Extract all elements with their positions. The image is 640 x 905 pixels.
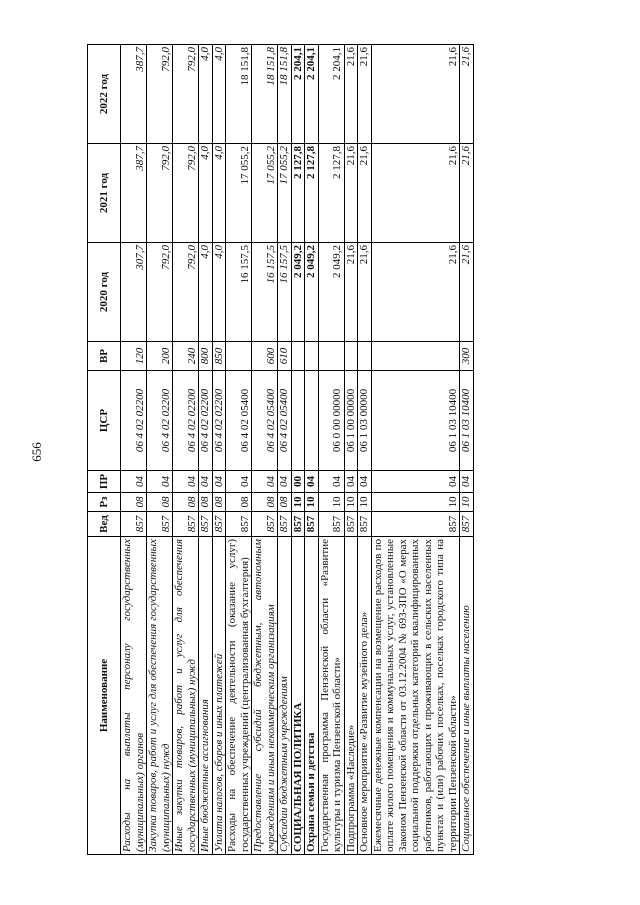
row-2021: 21,6 [344,144,358,243]
row-pr: 04 [252,471,278,493]
row-2020: 792,0 [173,243,199,342]
row-vr [291,342,305,371]
row-ved: 857 [344,512,358,537]
row-2020: 2 049,2 [318,243,344,342]
row-ved: 857 [371,512,460,537]
row-name: СОЦИАЛЬНАЯ ПОЛИТИКА [291,537,305,855]
row-rz: 10 [344,493,358,512]
row-2020: 21,6 [460,243,474,342]
row-2021: 17 055,2 [252,144,278,243]
header-pr: ПР [88,471,121,493]
row-rz: 08 [212,493,226,512]
row-2021: 21,6 [371,144,460,243]
row-csr [291,371,305,471]
row-vr: 600 [252,342,278,371]
row-name: Уплата налогов, сборов и иных платежей [212,537,226,855]
row-rz: 10 [318,493,344,512]
row-pr: 04 [305,471,319,493]
table-row [252,45,278,855]
row-ved: 857 [305,512,319,537]
row-csr: 06 4 02 02200 [147,371,173,471]
row-2021: 387,7 [121,144,147,243]
table-row [212,45,226,855]
table-row [305,45,319,855]
row-2021: 21,6 [358,144,372,243]
header-2021: 2021 год [88,144,121,243]
row-pr: 00 [291,471,305,493]
row-rz: 08 [278,493,292,512]
header-2020: 2020 год [88,243,121,342]
row-pr: 04 [121,471,147,493]
row-2022: 2 204,1 [291,45,305,144]
row-rz: 08 [173,493,199,512]
row-vr: 800 [199,342,213,371]
table-row [318,45,344,855]
row-ved: 857 [212,512,226,537]
row-pr: 04 [278,471,292,493]
header-ved: Вед [88,512,121,537]
header-rz: Рз [88,493,121,512]
row-2021: 792,0 [147,144,173,243]
row-ved: 857 [358,512,372,537]
row-name: Ежемесячные денежные компенсации на возмещение расходов по оплате жилого помещения и коммунальных услуг, установленные Законом Пензенской области от 03.12.2004 № 693-ЗПО «О мерах социальной поддержки отдельных категорий квалифицированных работников, работающих и проживающих в сельских населенных пунктах и (или) рабочих поселках, поселках городского типа на территории Пензенской области» [371,537,460,855]
table-row [121,45,147,855]
row-2021: 2 127,8 [291,144,305,243]
table-row [147,45,173,855]
row-2020: 2 049,2 [305,243,319,342]
row-vr [371,342,460,371]
row-vr [305,342,319,371]
row-pr: 04 [344,471,358,493]
table-row [278,45,292,855]
row-2020: 21,6 [344,243,358,342]
row-vr [344,342,358,371]
row-2020: 307,7 [121,243,147,342]
row-name: Расходы на выплаты персоналу государственных (муниципальных) органов [121,537,147,855]
row-2021: 792,0 [173,144,199,243]
row-2021: 2 127,8 [318,144,344,243]
table-row [460,45,474,855]
row-name: Предоставление субсидий бюджетным, автономным учреждениям и иным некоммерческим организациям [252,537,278,855]
row-2021: 21,6 [460,144,474,243]
row-rz: 08 [252,493,278,512]
row-2022: 18 151,8 [226,45,252,144]
row-csr: 06 4 02 02200 [199,371,213,471]
row-csr: 06 4 02 05400 [226,371,252,471]
header-vr: ВР [88,342,121,371]
table-header-row [88,45,121,855]
row-pr: 04 [358,471,372,493]
row-csr: 06 4 02 05400 [278,371,292,471]
row-name: Подпрограмма «Наследие» [344,537,358,855]
table-row [226,45,252,855]
row-ved: 857 [278,512,292,537]
header-name: Наименование [88,537,121,855]
row-ved: 857 [252,512,278,537]
row-name: Закупка товаров, работ и услуг для обеспечения государственных (муниципальных) нужд [147,537,173,855]
row-vr [318,342,344,371]
row-vr [358,342,372,371]
row-2020: 4,0 [212,243,226,342]
row-2022: 21,6 [344,45,358,144]
row-pr: 04 [460,471,474,493]
row-ved: 857 [318,512,344,537]
table-row [358,45,372,855]
row-ved: 857 [147,512,173,537]
row-csr: 06 1 03 10400 [460,371,474,471]
row-csr: 06 4 02 05400 [252,371,278,471]
row-2022: 4,0 [199,45,213,144]
row-2020: 16 157,5 [278,243,292,342]
row-2020: 792,0 [147,243,173,342]
row-2020: 21,6 [358,243,372,342]
row-csr: 06 1 03 10400 [371,371,460,471]
page-number: 656 [29,442,44,462]
row-name: Субсидии бюджетным учреждениям [278,537,292,855]
row-rz: 10 [305,493,319,512]
row-vr: 120 [121,342,147,371]
row-2020: 2 049,2 [291,243,305,342]
row-csr: 06 4 02 02200 [212,371,226,471]
row-2022: 4,0 [212,45,226,144]
row-2021: 2 127,8 [305,144,319,243]
row-2022: 2 204,1 [318,45,344,144]
row-vr: 610 [278,342,292,371]
row-2022: 792,0 [147,45,173,144]
row-name: Государственная программа Пензенской области «Развитие культуры и туризма Пензенской области» [318,537,344,855]
row-2021: 4,0 [199,144,213,243]
row-pr: 04 [147,471,173,493]
rotated-table-container [87,45,553,855]
table-row [199,45,213,855]
row-csr: 06 1 03 00000 [358,371,372,471]
row-csr: 06 1 00 00000 [344,371,358,471]
row-pr: 04 [371,471,460,493]
row-rz: 08 [226,493,252,512]
row-2022: 21,6 [460,45,474,144]
row-2020: 4,0 [199,243,213,342]
row-name: Расходы на обеспечение деятельности (оказание услуг) государственных учреждений (централизованная бухгалтерия) [226,537,252,855]
row-rz: 10 [358,493,372,512]
row-csr: 06 0 00 00000 [318,371,344,471]
row-csr: 06 4 02 02200 [121,371,147,471]
row-2022: 21,6 [371,45,460,144]
row-vr: 850 [212,342,226,371]
row-2022: 792,0 [173,45,199,144]
row-pr: 04 [199,471,213,493]
row-pr: 04 [226,471,252,493]
table-row [291,45,305,855]
row-2020: 16 157,5 [226,243,252,342]
row-rz: 08 [121,493,147,512]
row-vr: 200 [147,342,173,371]
row-vr [226,342,252,371]
row-ved: 857 [291,512,305,537]
row-name: Иные закупки товаров, работ и услуг для обеспечения государственных (муниципальных) нужд [173,537,199,855]
row-vr: 300 [460,342,474,371]
row-2022: 18 151,8 [252,45,278,144]
row-2021: 4,0 [212,144,226,243]
row-name: Социальное обеспечение и иные выплаты населению [460,537,474,855]
row-ved: 857 [460,512,474,537]
row-ved: 857 [226,512,252,537]
row-vr: 240 [173,342,199,371]
table-row [173,45,199,855]
row-pr: 04 [173,471,199,493]
row-name: Охрана семьи и детства [305,537,319,855]
row-2022: 21,6 [358,45,372,144]
row-csr: 06 4 02 02200 [173,371,199,471]
row-name: Основное мероприятие «Развитие музейного дела» [358,537,372,855]
row-rz: 08 [199,493,213,512]
row-2022: 2 204,1 [305,45,319,144]
row-2022: 18 151,8 [278,45,292,144]
row-rz: 10 [291,493,305,512]
header-2022: 2022 год [88,45,121,144]
table-row [344,45,358,855]
row-rz: 10 [460,493,474,512]
row-2020: 16 157,5 [252,243,278,342]
row-2022: 387,7 [121,45,147,144]
table-row [371,45,460,855]
row-pr: 04 [212,471,226,493]
row-name: Иные бюджетные ассигнования [199,537,213,855]
row-ved: 857 [121,512,147,537]
row-rz: 10 [371,493,460,512]
row-rz: 08 [147,493,173,512]
row-ved: 857 [173,512,199,537]
budget-table [87,44,474,855]
row-2020: 21,6 [371,243,460,342]
row-2021: 17 055,2 [226,144,252,243]
row-csr [305,371,319,471]
row-2021: 17 055,2 [278,144,292,243]
row-pr: 04 [318,471,344,493]
header-csr: ЦСР [88,371,121,471]
row-ved: 857 [199,512,213,537]
table-body [121,45,474,855]
